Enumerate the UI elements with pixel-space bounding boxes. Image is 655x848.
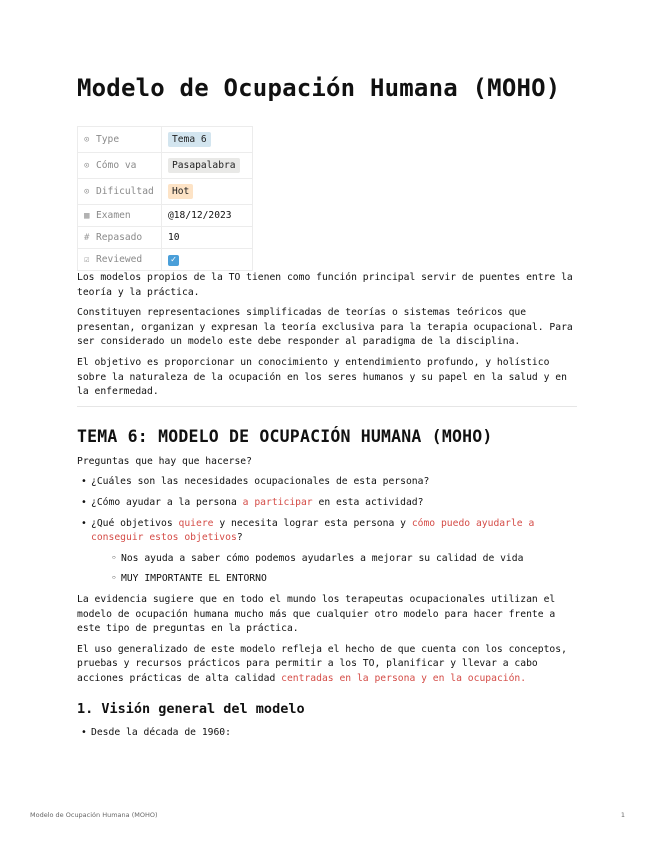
section-heading: TEMA 6: MODELO DE OCUPACIÓN HUMANA (MOHO) (77, 426, 493, 446)
property-value-cell[interactable] (162, 227, 253, 249)
questions-list (77, 475, 577, 587)
property-icon: ⊙ (84, 187, 90, 197)
checkbox-icon[interactable]: ✓ (168, 255, 179, 266)
property-label: Reviewed (96, 254, 143, 265)
question-item: • ¿Qué objetivos quiere y necesita lograr esta persona y cómo puedo ayudarle a conseguir estos objetivos? ◦ Nos ayuda a saber cómo podemos ayudarles a mejorar su calidad de vida ◦ MUY IMPORTANTE EL ENTORNO (77, 517, 577, 587)
property-icon: ⊙ (84, 135, 90, 145)
property-row (78, 205, 253, 227)
property-value-cell[interactable] (162, 179, 253, 205)
page-number: 1 (620, 811, 625, 819)
paragraph-evidence: La evidencia sugiere que en todo el mundo los terapeutas ocupacionales utilizan el modelo de ocupación humana mucho más que cualquier otro modelo para hacer frente a este tipo de preguntas en la práctica. (77, 593, 556, 635)
property-tag: Tema 6 (168, 132, 211, 147)
highlight-text: a participar (242, 496, 313, 508)
intro-paragraph: Constituyen representaciones simplificadas de teorías o sistemas teóricos que presentan, organizan y expresan la teoría exclusiva para la terapia ocupacional. Para ser considerado un modelo este debe responder al paradigma de la disciplina. (77, 307, 573, 348)
highlight-text: quiere (178, 517, 214, 529)
property-label: Dificultad (96, 186, 154, 197)
property-key (78, 153, 162, 179)
property-row (78, 179, 253, 205)
property-label: Examen (96, 210, 131, 221)
property-icon: ☑ (84, 255, 90, 265)
property-key (78, 227, 162, 249)
paragraph-use: El uso generalizado de este modelo refleja el hecho de que cuenta con los conceptos, pruebas y recursos prácticos para permitir a los TO, planificar y llevar a cabo acciones prácticas de alta calidad centradas en la persona y en la ocupación. (77, 643, 567, 684)
sub-list (91, 552, 577, 587)
property-icon: ⊙ (84, 161, 90, 171)
property-key (78, 127, 162, 153)
property-value-cell[interactable] (162, 249, 253, 271)
property-tag: Pasapalabra (168, 158, 240, 173)
document-body (77, 271, 577, 747)
property-key (78, 249, 162, 271)
intro-paragraph: Los modelos propios de la TO tienen como función principal servir de puentes entre la teoría y la práctica. (77, 272, 573, 298)
property-label: Cómo va (96, 160, 137, 171)
sub-item: ◦ MUY IMPORTANTE EL ENTORNO (107, 572, 577, 587)
property-value-cell[interactable] (162, 127, 253, 153)
property-key (78, 179, 162, 205)
subheading: 1. Visión general del modelo (77, 701, 305, 718)
property-row (78, 249, 253, 271)
property-icon: # (84, 233, 90, 243)
property-value: 10 (168, 232, 180, 243)
list-item: • Desde la década de 1960: (77, 726, 577, 741)
highlight-text: centradas en la persona y en la ocupación. (281, 672, 527, 684)
properties-table (77, 126, 253, 271)
history-list (77, 726, 577, 741)
property-value: @18/12/2023 (168, 210, 232, 221)
property-key (78, 205, 162, 227)
property-label: Repasado (96, 232, 143, 243)
sub-item: ◦ Nos ayuda a saber cómo podemos ayudarles a mejorar su calidad de vida (107, 552, 577, 567)
property-value-cell[interactable] (162, 153, 253, 179)
property-icon: ▦ (84, 211, 90, 221)
highlight-text: cómo puedo ayudarle a conseguir estos objetivos (91, 517, 535, 544)
intro-section (77, 271, 577, 400)
property-row (78, 153, 253, 179)
divider (77, 406, 577, 407)
footer-title: Modelo de Ocupación Humana (MOHO) (30, 811, 158, 819)
question-item: • ¿Cómo ayudar a la persona a participar en esta actividad? (77, 496, 577, 511)
question-item: • ¿Cuáles son las necesidades ocupacionales de esta persona? (77, 475, 577, 490)
page-title: Modelo de Ocupación Humana (MOHO) (77, 74, 561, 102)
intro-paragraph: El objetivo es proporcionar un conocimiento y entendimiento profundo, y holístico sobre la naturaleza de la ocupación en los seres humanos y su papel en la salud y en la enfermedad. (77, 356, 567, 398)
property-row (78, 127, 253, 153)
questions-intro: Preguntas que hay que hacerse? (77, 455, 252, 467)
property-value-cell[interactable] (162, 205, 253, 227)
property-row (78, 227, 253, 249)
property-label: Type (96, 134, 120, 145)
property-tag: Hot (168, 184, 193, 199)
